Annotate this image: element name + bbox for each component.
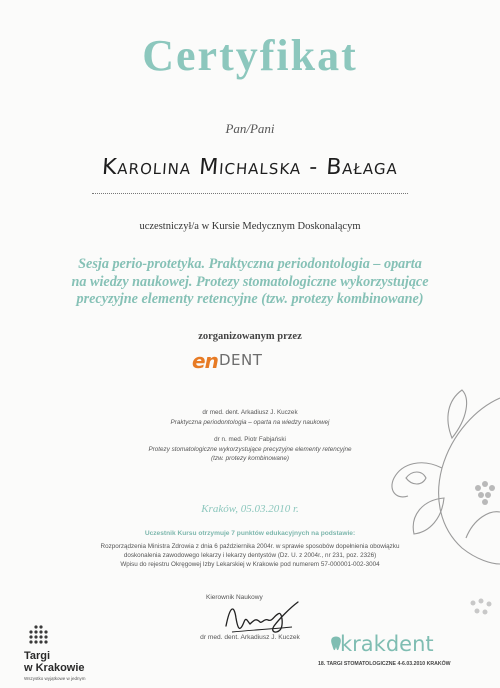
regulation-line: Rozporządzenia Ministra Zdrowia z dnia 6 października 2004r. w sprawie sposobów dopełnienia obowiązku (100, 543, 400, 550)
targi-logo-line: Targi (24, 650, 51, 662)
course-line: na wiedzy naukowej. Protezy stomatologiczne wykorzystujące (71, 273, 429, 290)
course-title (40, 256, 460, 309)
certificate-title: Certyfikat (142, 31, 358, 80)
course-line: Sesja perio-protetyka. Praktyczna periodontologia – oparta (78, 256, 422, 272)
endent-logo-prefix: en (192, 349, 218, 373)
targi-w-krakowie-logo (22, 624, 92, 684)
decorative-dots (465, 595, 495, 625)
name-dotted-line (92, 193, 408, 194)
lecturer-topic: (tzw. protezy kombinowane) (210, 455, 290, 462)
krakdent-wordmark: krakdent (340, 632, 434, 656)
recipient-name: Karolina Michalska - Bałaga (101, 155, 399, 180)
regulation-line: doskonalenia zawodowego lekarzy i lekarzy dentystów (Dz. U. z 2004r., nr 231, poz. 2326) (123, 552, 377, 559)
krakdent-logo (330, 632, 470, 658)
lecturer-topic: Praktyczna periodontologia – oparta na wiedzy naukowej (170, 419, 330, 426)
endent-logo (192, 349, 282, 375)
lecturer-name: dr n. med. Piotr Fabjański (214, 436, 286, 443)
targi-logo-text (24, 650, 85, 674)
course-line: precyzyjne elementy retencyjne (tzw. protezy kombinowane) (76, 291, 424, 307)
place-date: Kraków, 05.03.2010 r. (201, 503, 299, 515)
endent-logo-suffix: DENT (219, 351, 263, 369)
targi-dots-icon (26, 624, 50, 648)
regulation-line: Wpisu do rejestru Okręgowej Izby Lekarskiej w Krakowie pod numerem 57-000001-002-3004 (120, 561, 380, 568)
lecturer-name: dr med. dent. Arkadiusz J. Kuczek (202, 409, 298, 416)
lecturer-topic: Protezy stomatologiczne wykorzystujące precyzyjne elementy retencyjne (148, 446, 352, 453)
director-label: Kierownik Naukowy (206, 594, 263, 601)
organized-by-label: zorganizowanym przez (198, 331, 302, 342)
director-signature (222, 596, 302, 636)
targi-slogan: Wszystko wyjątkowe w jednym (24, 676, 86, 681)
fair-info: 18. TARGI STOMATOLOGICZNE 4-6.03.2010 KRAKÓW (318, 661, 451, 667)
targi-logo-line: w Krakowie (24, 662, 85, 674)
floral-ornament (382, 378, 500, 588)
participant-line: uczestniczył/a w Kursie Medycznym Doskonalącym (139, 221, 361, 232)
points-statement: Uczestnik Kursu otrzymuje 7 punktów edukacyjnych na podstawie: (144, 530, 356, 537)
director-name: dr med. dent. Arkadiusz J. Kuczek (200, 634, 300, 641)
salutation: Pan/Pani (225, 121, 275, 136)
